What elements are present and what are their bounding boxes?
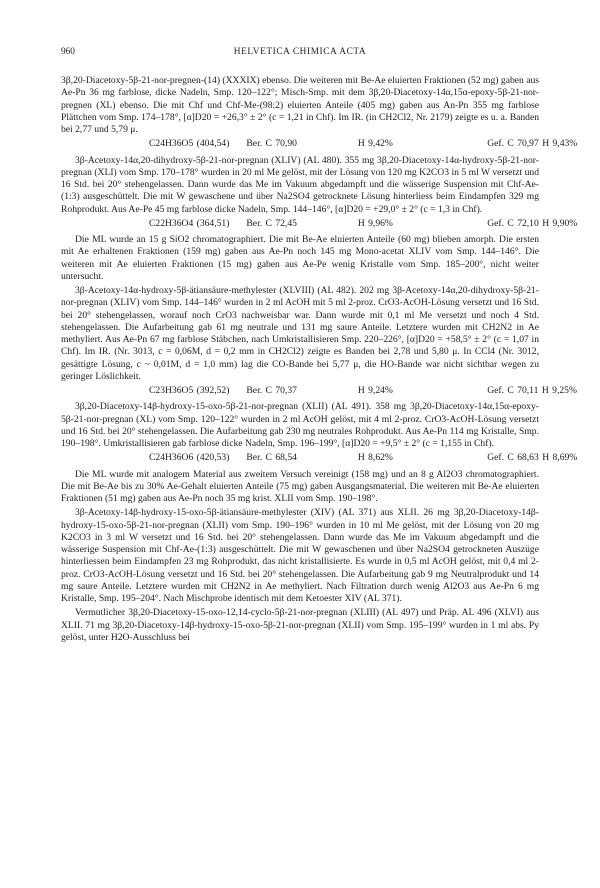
- elemental-analysis-4: [61, 452, 578, 464]
- found-c: Gef. C 68,63: [487, 452, 539, 464]
- paragraph-8: Vermutlicher 3β,20-Diacetoxy-15-oxo-12,14-cyclo-5β-21-nor-pregnan (XLIII) (AL 497) und Präp. AL 496 (XLVI) aus XLII. 71 mg 3β,20-Diacetoxy-14β-hydroxy-15-oxo-5β-21-nor-pregnan (XLII) vom Smp. 195–199° wurden in 1 ml abs. Py gelöst, unter H2O-Ausschluss bei: [61, 607, 539, 643]
- calc-c: Ber. C 68,54: [246, 452, 297, 464]
- formula: C24H36O6 (420,53): [149, 452, 230, 464]
- found-c: Gef. C 70,97: [487, 138, 539, 150]
- calc-c: Ber. C 70,90: [246, 138, 297, 150]
- found-c: Gef. C 70,11: [487, 385, 539, 396]
- elemental-analysis-3: [61, 385, 577, 397]
- journal-title: HELVETICA CHIMICA ACTA: [233, 47, 367, 57]
- page-header: [61, 47, 539, 61]
- found-h: H 9,90%: [542, 217, 578, 229]
- found-h: H 8,69%: [542, 452, 578, 464]
- found-h: H 9,43%: [542, 138, 578, 150]
- paragraph-7: 3β-Acetoxy-14β-hydroxy-15-oxo-5β-ätiansäure-methylester (XIV) (AL 371) aus XLII. 26 mg 3β,20-Diacetoxy-14β-hydroxy-15-oxo-5β-21-nor-pregnan (XLII) vom Smp. 190–196° wurden in 10 ml Me gelöst, mit der Lösung von 20 mg K2CO3 in 3 ml W versetzt und 16 Std. bei 20° stehengelassen. Dann wurde das Me im Vakuum abgedampft und die wässerige Suspension mit Chf-Ae-(1:3) ausgeschüttelt. Die mit W gewaschenen und über Na2SO4 getrockneten Auszüge hinterliessen beim Eindampfen 23 mg Rohprodukt, das nicht kristallisierte. Es wurde in 0,5 ml AcOH gelöst, mit 0,4 ml 2-proz. CrO3-AcOH-Lösung versetzt und 16 Std. bei 20° stehengelassen. Die Aufarbeitung gab 9 mg Neutralprodukt und 14 mg saure Anteile. Letztere wurden mit CH2N2 in Ae methyliert. Nach Filtration durch wenig Al2O3 aus Ae-Pn 6 mg Kristalle, Smp. 195–204°. Nach Mischprobe identisch mit dem Ketoester XIV (AL 371).: [61, 507, 539, 604]
- calc-h: H 9,42%: [357, 138, 393, 150]
- page-number: 960: [61, 47, 75, 57]
- elemental-analysis-1: [61, 138, 578, 150]
- calc-h: H 9,24%: [357, 385, 393, 396]
- paragraph-5: 3β,20-Diacetoxy-14β-hydroxy-15-oxo-5β-21-nor-pregnan (XLII) (AL 491). 358 mg 3β,20-Diacetoxy-14α,15α-epoxy-5β-21-nor-pregnan (XL) vom Smp. 120–122° wurden in 2 ml AcOH gelöst, mit 4 ml 2-proz. CrO3-AcOH-Lösung versetzt und 16 Std. bei 20° stehengelassen. Die Aufarbeitung gab 230 mg neutrales Rohprodukt. Aus Ae-Pn 114 mg Kristalle, Smp. 190–198°. Umkristallisieren gab farblose dicke Nadeln, Smp. 196–199°, [α]D20 = +9,5° ± 2° (c = 1,155 in Chf).: [61, 401, 539, 449]
- calc-h: H 8,62%: [357, 452, 393, 464]
- paragraph-4: 3β-Acetoxy-14α-hydroxy-5β-ätiansäure-methylester (XLVIII) (AL 482). 202 mg 3β-Acetoxy-14α,20-dihydroxy-5β-21-nor-pregnan (XLIV) vom Smp. 144–146° wurden in 2 ml AcOH mit 5 ml 2-proz. CrO3-AcOH-Lösung versetzt und 16 Std. bei 20° stehengelassen, worauf noch CrO3 nachweisbar war. Dann wurde mit 0,1 ml Me versetzt und noch 4 Std. stehengelassen. Die Aufarbeitung gab 61 mg neutrale und 131 mg saure Anteile. Letztere wurden mit CH2N2 in Ae methyliert. Aus Ae-Pn 67 mg farblose Stäbchen, nach Umkristallisieren Smp. 220–226°, [α]D20 = +58,5° ± 2° (c = 1,07 in Chf). Im IR. (Nr. 3013, c = 0,06M, d = 0,2 mm in CH2Cl2) zeigte es Banden bei 2,78 und 5,80 μ. In CCl4 (Nr. 3012, gesättigte Lösung, c ~ 0,01M, d = 1,0 mm) lag die CO-Bande bei 5,77 μ, die HO-Bande war nicht sichtbar wegen zu geringer Löslichkeit.: [61, 285, 539, 382]
- paragraph-6: Die ML wurde mit analogem Material aus zweitem Versuch vereinigt (158 mg) und an 8 g Al2O3 chromatographiert. Die mit Be-Ae bis zu 30% Ae-Gehalt eluierten Anteile (75 mg) gaben Ausgangsmaterial. Die weiteren mit Be-Ae eluierten Fraktionen (51 mg) gaben aus Ae-Pn noch 35 mg krist. XLII vom Smp. 190–198°.: [61, 468, 539, 504]
- found-c: Gef. C 72,10: [487, 217, 539, 229]
- article-body: [61, 75, 578, 646]
- paragraph-1: 3β,20-Diacetoxy-5β-21-nor-pregnen-(14) (XXXIX) ebenso. Die weiteren mit Be-Ae eluierten Fraktionen (52 mg) gaben aus Ae-Pn 36 mg farblose, dicke Nadeln, Smp. 120–122°; Misch-Smp. mit dem 3β,20-Diacetoxy-14α,15α-epoxy-5β-21-nor-pregnen (XL) ebenso. Die mit Chf und Chf-Me-(98:2) eluierten Anteile (405 mg) gaben aus An-Pn 355 mg farblose Plättchen vom Smp. 174–178°, [α]D20 = +26,3° ± 2° (c = 1,21 in Chf). Im IR. (in CH2Cl2, Nr. 2179) zeigte es u. a. Banden bei 2,77 und 5,79 μ.: [61, 75, 539, 135]
- found-h: H 9,25%: [541, 385, 577, 396]
- calc-h: H 9,96%: [357, 217, 393, 229]
- elemental-analysis-2: [61, 217, 578, 230]
- formula: C23H36O5 (392,52): [149, 385, 230, 396]
- paragraph-3: Die ML wurde an 15 g SiO2 chromatographiert. Die mit Be-Ae eluierten Anteile (60 mg) blieben amorph. Die ersten mit Ae erhaltenen Fraktionen (159 mg) gaben aus Ae-Pn noch 145 mg Mono-acetat XLIV vom Smp. 144–146°. Die weiteren mit Ae eluierten Fraktionen (15 mg) gaben aus Ae-Pe wenig Kristalle vom Smp. 185–200°, nicht weiter untersucht.: [61, 234, 539, 282]
- calc-c: Ber. C 70,37: [246, 385, 297, 396]
- formula: C24H36O5 (404,54): [149, 138, 230, 150]
- paragraph-2: 3β-Acetoxy-14α,20-dihydroxy-5β-21-nor-pregnan (XLIV) (AL 480). 355 mg 3β,20-Diacetoxy-14α-hydroxy-5β-21-nor-pregnan (XLI) vom Smp. 170–178° wurden in 20 ml Me gelöst, mit der Lösung von 120 mg K2CO3 in 5 ml W versetzt und 16 Std. bei 20° stehengelassen. Dann wurde das Me im Vakuum abgedampft und die wässerige Suspension mit Chf-Ae-(1:3) ausgeschüttelt. Die mit W gewaschene und über Na2SO4 getrocknete Lösung hinterliess beim Eindampfen 329 mg Rohprodukt. Aus Ae-Pe 45 mg farblose dicke Nadeln, Smp. 144–146°, [α]D20 = +29,0° ± 2° (c = 1,3 in Chf).: [61, 154, 539, 215]
- formula: C22H36O4 (364,51): [149, 217, 230, 229]
- calc-c: Ber. C 72,45: [246, 217, 297, 229]
